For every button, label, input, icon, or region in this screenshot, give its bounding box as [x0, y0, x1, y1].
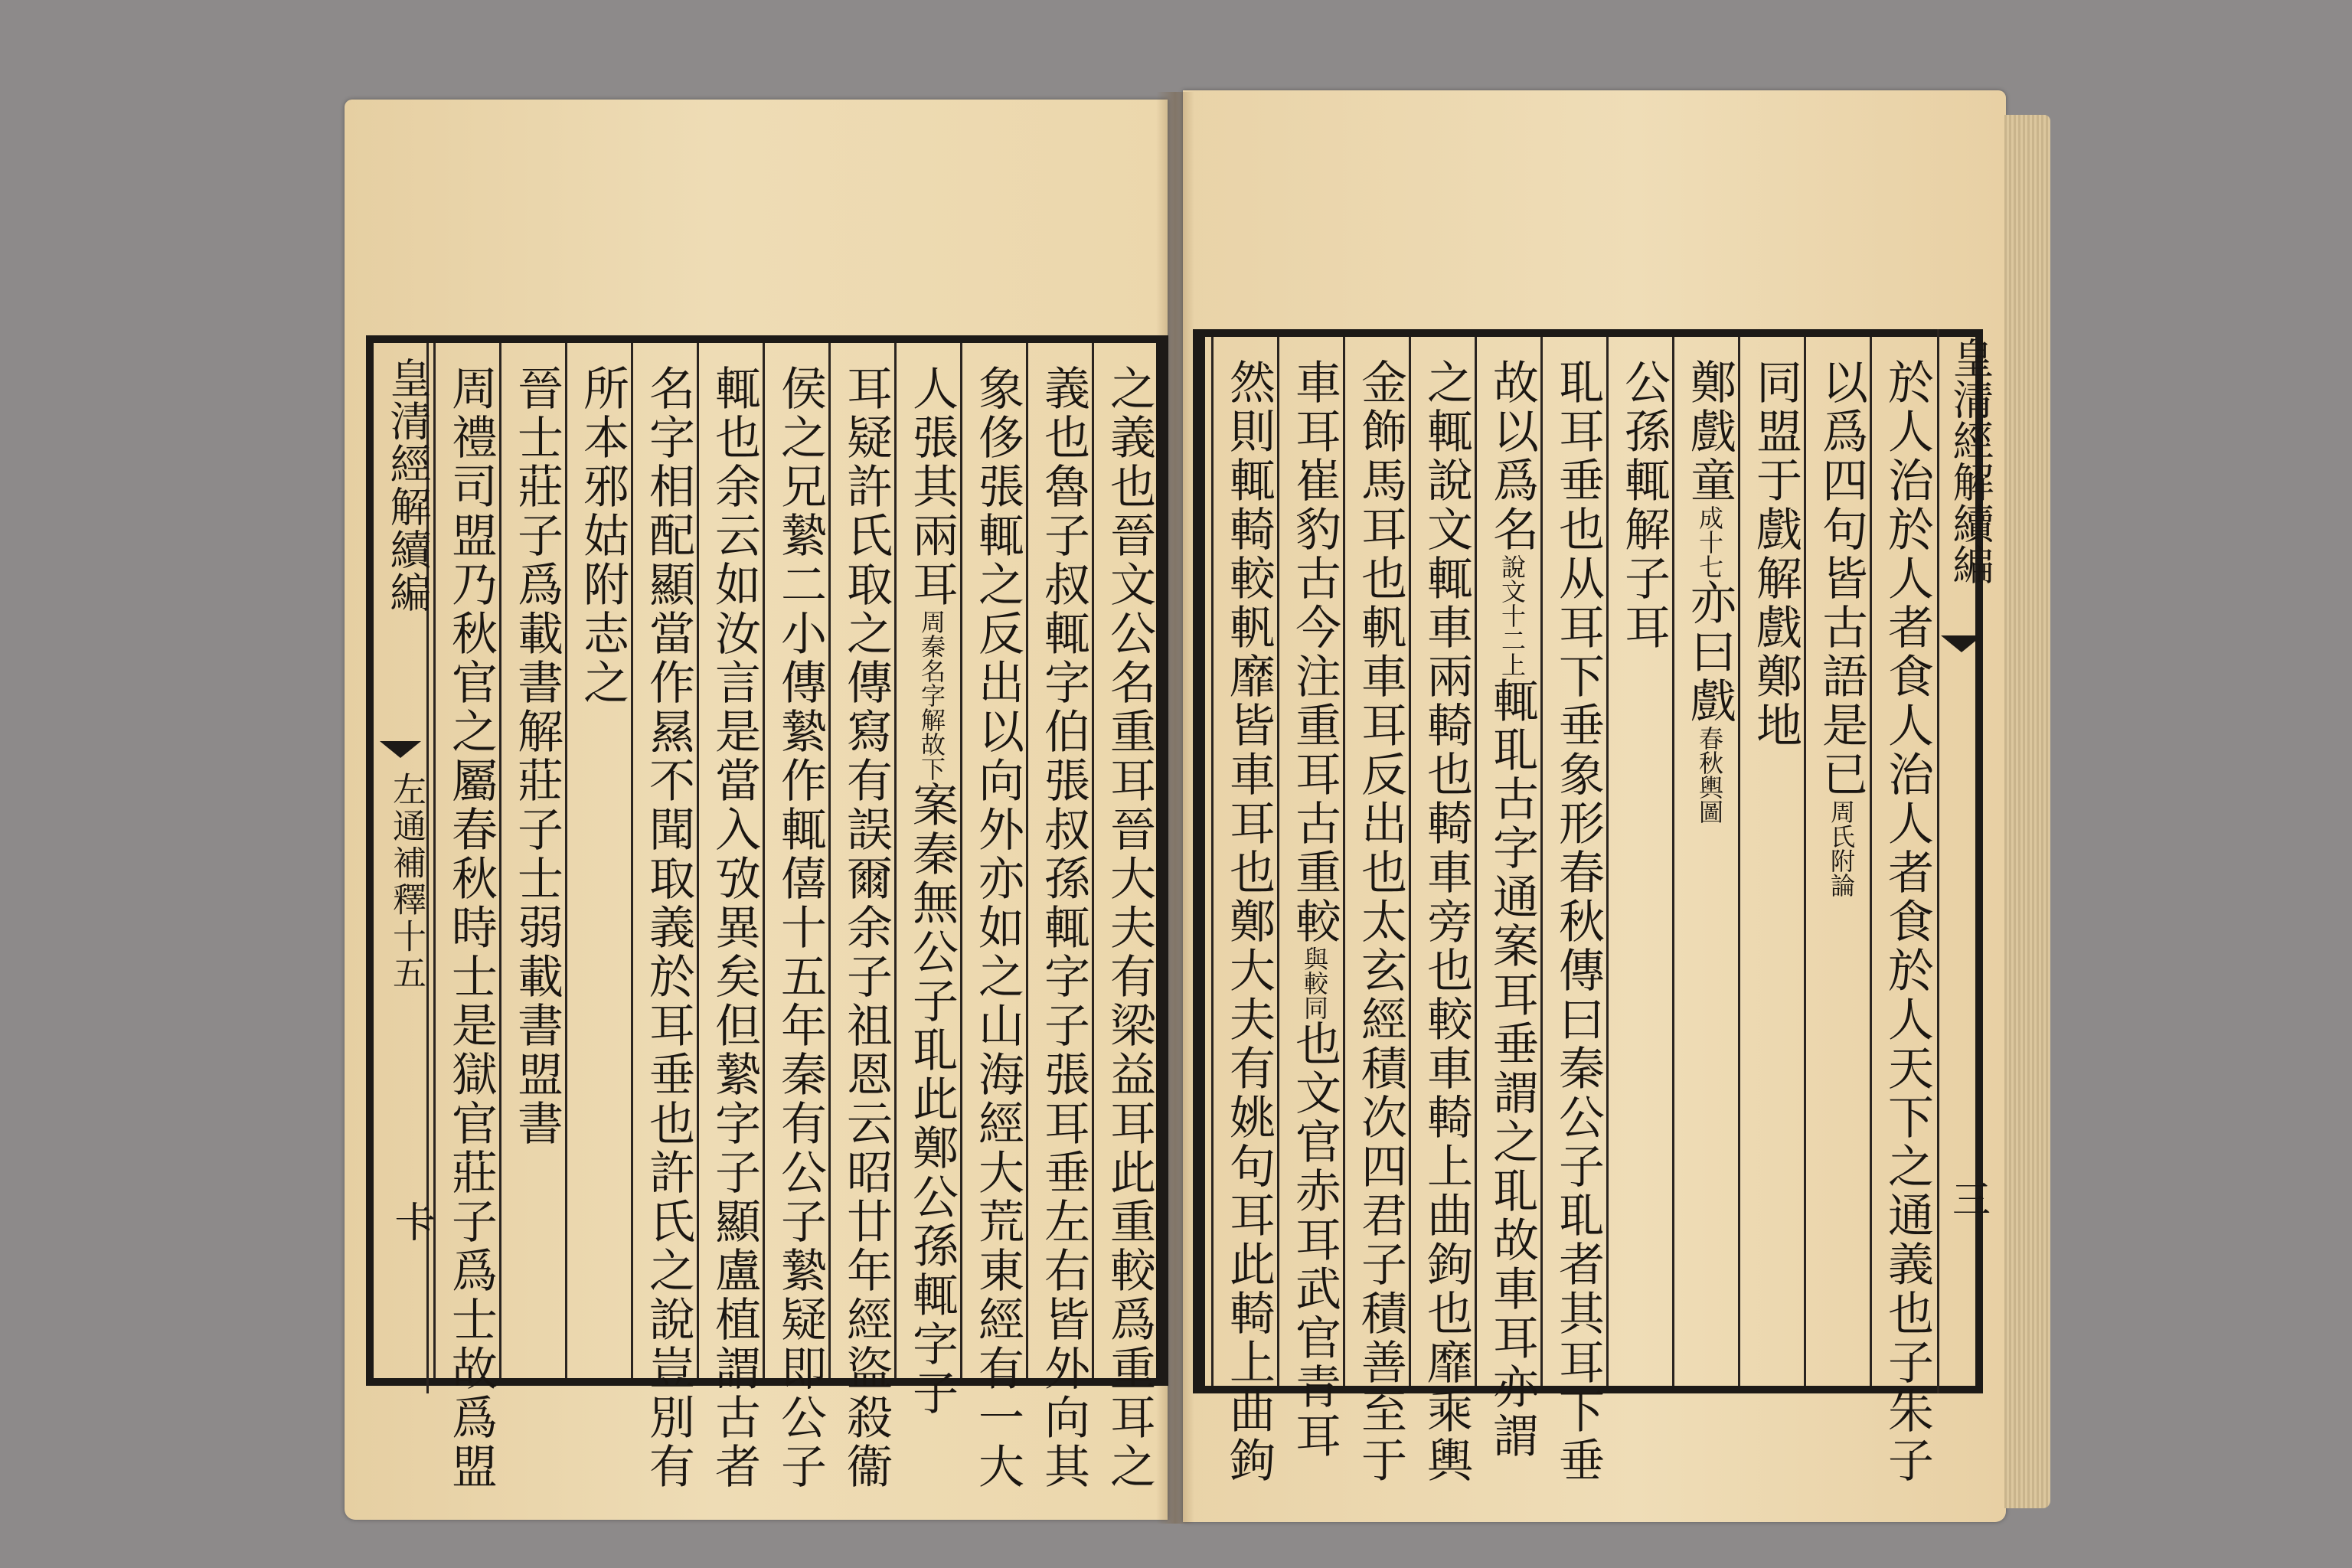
column-rule [1804, 337, 1806, 1386]
text-column [441, 364, 501, 1491]
column-text: 車耳崔豹古今注重耳古重較 [1288, 358, 1341, 946]
text-column [1351, 358, 1410, 1485]
column-rule [1211, 337, 1214, 1386]
column-rule [433, 343, 436, 1378]
column-text: 金飾馬耳也軓車耳反出也太玄經積次四君子積善至于 [1354, 358, 1407, 1485]
column-rule [1277, 337, 1279, 1386]
column-rule [697, 343, 699, 1378]
header-title: 皇清經解續編 [1946, 337, 1994, 585]
column-text: 耳疑許氏取之傳寫有誤爾余子祖恩云昭廿年經盜殺衞 [839, 364, 893, 1491]
volume-label: 左通補釋十五 [387, 772, 426, 992]
text-column [968, 364, 1027, 1491]
column-rule [894, 343, 897, 1378]
text-column [1680, 358, 1740, 824]
column-rule [1672, 337, 1674, 1386]
left-margin-strip [374, 343, 436, 1393]
column-text: 以爲四句皆古語是已 [1815, 358, 1868, 799]
fishtail-mark [1941, 635, 1982, 652]
column-text: 象侈張輒之反出以向外亦如之山海經大荒東經有一大 [971, 364, 1024, 1491]
column-text: 所本邪姑附志之 [576, 364, 629, 707]
interlinear-note: 春秋輿圖 [1695, 726, 1724, 824]
text-column [1811, 358, 1871, 897]
interlinear-note: 周秦名字解故下 [917, 609, 946, 781]
text-column [1416, 358, 1476, 1485]
column-rule [1092, 343, 1094, 1378]
right-margin-strip [1937, 329, 1994, 1393]
column-rule [960, 343, 962, 1378]
column-text: 同盟于戲解戲鄭地 [1749, 358, 1802, 750]
column-rule [631, 343, 633, 1378]
column-text: 人張其兩耳 [905, 364, 959, 609]
fishtail-mark [380, 741, 421, 758]
text-column [507, 364, 567, 1148]
text-column [1099, 364, 1159, 1491]
column-rule [1475, 337, 1477, 1386]
column-text: 之輒說文輒車兩輢也輢車旁也較車輢上曲鉤也靡乘輿 [1419, 358, 1473, 1485]
text-column [704, 364, 764, 1491]
column-text: 鄭戲童 [1683, 358, 1736, 505]
page-mark: 卡 [388, 1200, 436, 1242]
column-text: 於人治於人者食人治人者食於人天下之通義也子朱子 [1880, 358, 1934, 1485]
text-column [1746, 358, 1805, 750]
column-rule [1343, 337, 1345, 1386]
column-text-continued: 亦曰戲 [1683, 579, 1736, 726]
column-text-continued: 輒耴古字通案耳垂謂之耴故車耳亦謂 [1485, 677, 1539, 1461]
column-rule [1606, 337, 1609, 1386]
column-text: 義也魯子叔輒字伯張叔孫輒字子張耳垂左右皆外向其 [1037, 364, 1090, 1491]
interlinear-note: 說文十二上 [1498, 554, 1527, 677]
column-text: 之義也晉文公名重耳晉大夫有梁益耳此重較爲重耳之 [1102, 364, 1156, 1491]
text-column [1285, 358, 1344, 1461]
text-column [573, 364, 632, 707]
text-column [1219, 358, 1279, 1485]
column-text: 輒也余云如汝言是當入攷異矣但縶字子顯盧植謂古者 [707, 364, 761, 1491]
column-text: 然則輒輢較軓靡皆車耳也鄭大夫有姚句耳此輢上曲鉤 [1222, 358, 1276, 1485]
column-text-continued: 也文官赤耳武官青耳 [1288, 1020, 1341, 1461]
column-text-continued: 案秦無公子耴此鄭公孫輒字子 [905, 781, 959, 1418]
page-mark: 三 [1946, 1179, 1991, 1217]
header-title: 皇清經解續編 [384, 357, 432, 614]
text-column [836, 364, 896, 1491]
column-rule [1738, 337, 1740, 1386]
text-column [770, 364, 830, 1491]
text-column [1034, 364, 1093, 1491]
column-text: 侯之兄縶二小傳縶作輒僖十五年秦有公子縶疑即公子 [773, 364, 827, 1491]
column-rule [1409, 337, 1411, 1386]
interlinear-note: 與較同 [1300, 946, 1329, 1020]
column-rule [499, 343, 501, 1378]
column-text: 耴耳垂也从耳下垂象形春秋傳曰秦公子耴者其耳下垂 [1551, 358, 1605, 1485]
interlinear-note: 周氏附論 [1827, 799, 1856, 897]
column-text: 名字相配顯當作㬎不聞取義於耳垂也許氏之說豈別有 [642, 364, 695, 1491]
column-text: 故以爲名 [1485, 358, 1539, 554]
text-column [902, 364, 962, 1418]
column-rule [1870, 337, 1872, 1386]
text-column [1614, 358, 1674, 652]
text-column [1548, 358, 1608, 1485]
column-rule [763, 343, 765, 1378]
column-text: 公孫輒解子耳 [1617, 358, 1671, 652]
column-rule [565, 343, 567, 1378]
column-rule [828, 343, 831, 1378]
text-column [1482, 358, 1542, 1461]
page-edges [2004, 115, 2050, 1508]
text-column [639, 364, 698, 1491]
column-rule [1540, 337, 1543, 1386]
text-column [1877, 358, 1937, 1485]
column-text: 周禮司盟乃秋官之屬春秋時士是獄官莊子爲士故爲盟 [444, 364, 498, 1491]
column-text: 晉士莊子爲載書解莊子士弱載書盟書 [510, 364, 564, 1148]
interlinear-note: 成十七 [1695, 505, 1724, 579]
column-rule [1026, 343, 1028, 1378]
